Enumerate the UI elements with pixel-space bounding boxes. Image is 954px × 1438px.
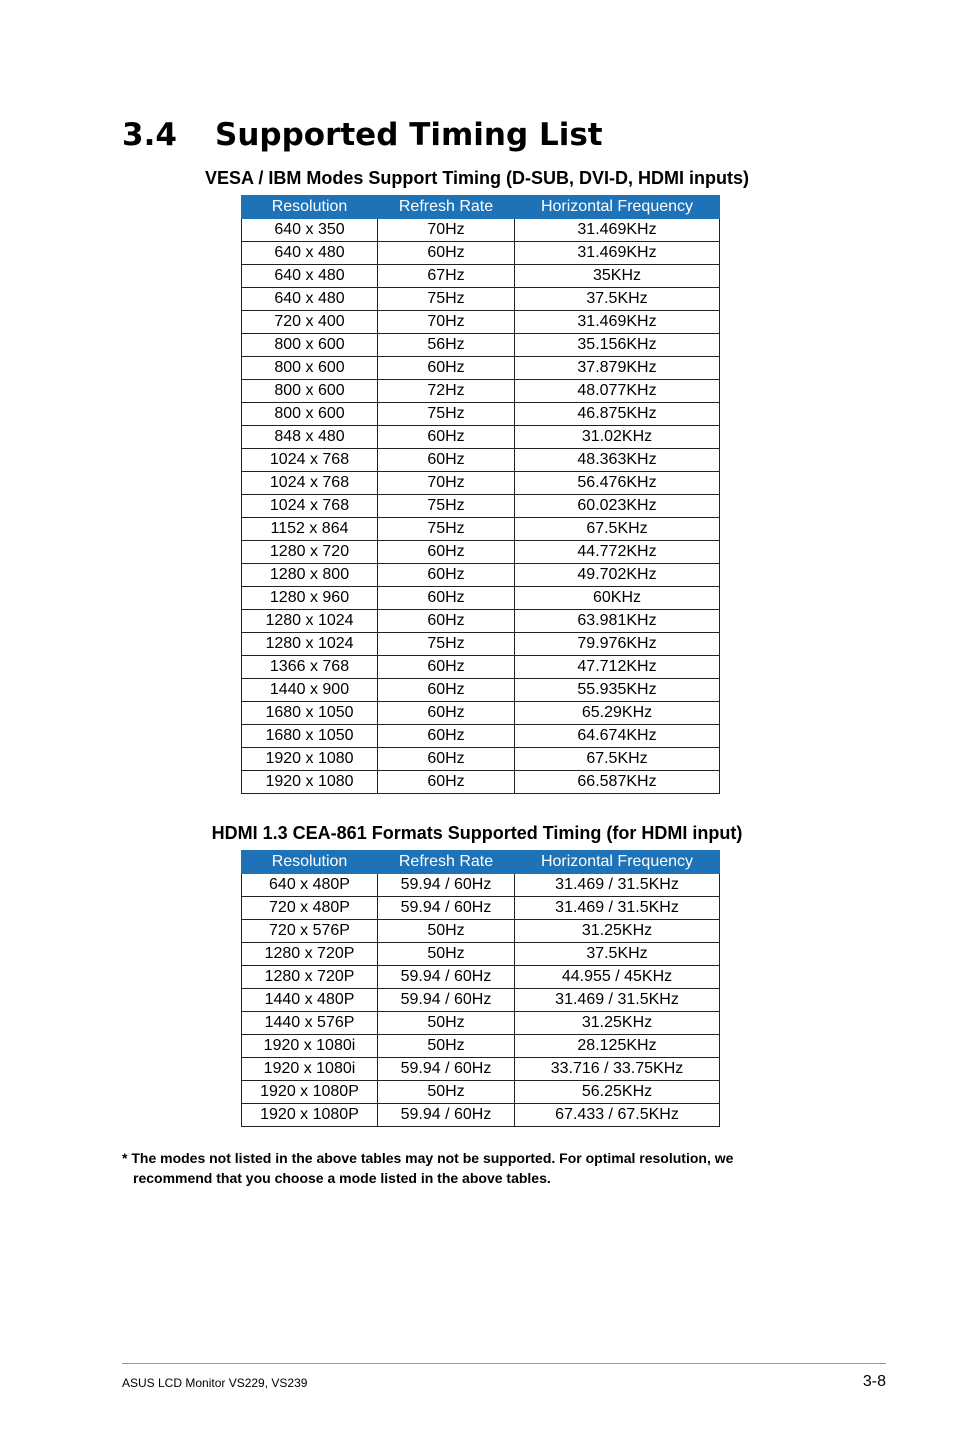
cell-resolution: 1024 x 768 — [242, 472, 378, 495]
cell-resolution: 800 x 600 — [242, 334, 378, 357]
cell-refresh-rate: 60Hz — [378, 426, 515, 449]
footnote — [122, 1148, 822, 1188]
column-header-horizontal-frequency: Horizontal Frequency — [515, 196, 720, 219]
cell-horizontal-frequency: 67.5KHz — [515, 518, 720, 541]
column-header-refresh-rate: Refresh Rate — [378, 851, 515, 874]
cell-horizontal-frequency: 63.981KHz — [515, 610, 720, 633]
cell-horizontal-frequency: 47.712KHz — [515, 656, 720, 679]
cell-resolution: 800 x 600 — [242, 380, 378, 403]
cell-resolution: 1024 x 768 — [242, 449, 378, 472]
table-row — [242, 449, 720, 472]
cell-horizontal-frequency: 55.935KHz — [515, 679, 720, 702]
section-title — [122, 112, 603, 158]
cell-resolution: 1280 x 800 — [242, 564, 378, 587]
cell-refresh-rate: 50Hz — [378, 943, 515, 966]
cell-resolution: 1440 x 576P — [242, 1012, 378, 1035]
cell-resolution: 1280 x 1024 — [242, 610, 378, 633]
cell-resolution: 640 x 480 — [242, 242, 378, 265]
cell-refresh-rate: 70Hz — [378, 219, 515, 242]
cell-horizontal-frequency: 64.674KHz — [515, 725, 720, 748]
cell-resolution: 1280 x 960 — [242, 587, 378, 610]
cell-resolution: 1440 x 480P — [242, 989, 378, 1012]
table-row — [242, 426, 720, 449]
cell-refresh-rate: 60Hz — [378, 564, 515, 587]
cell-horizontal-frequency: 56.25KHz — [515, 1081, 720, 1104]
cell-resolution: 1152 x 864 — [242, 518, 378, 541]
cell-refresh-rate: 50Hz — [378, 1035, 515, 1058]
table-row — [242, 265, 720, 288]
table-row — [242, 771, 720, 794]
cell-horizontal-frequency: 48.077KHz — [515, 380, 720, 403]
table-row — [242, 334, 720, 357]
cell-refresh-rate: 60Hz — [378, 771, 515, 794]
table-row — [242, 380, 720, 403]
cell-horizontal-frequency: 31.469 / 31.5KHz — [515, 874, 720, 897]
cell-refresh-rate: 59.94 / 60Hz — [378, 966, 515, 989]
cell-resolution: 1680 x 1050 — [242, 725, 378, 748]
cell-horizontal-frequency: 44.955 / 45KHz — [515, 966, 720, 989]
cell-refresh-rate: 56Hz — [378, 334, 515, 357]
table-row — [242, 679, 720, 702]
cell-horizontal-frequency: 56.476KHz — [515, 472, 720, 495]
cell-refresh-rate: 60Hz — [378, 587, 515, 610]
cell-refresh-rate: 60Hz — [378, 702, 515, 725]
cell-resolution: 640 x 480 — [242, 288, 378, 311]
footer-product-name: ASUS LCD Monitor VS229, VS239 — [122, 1376, 308, 1390]
table-row — [242, 472, 720, 495]
cell-resolution: 640 x 480P — [242, 874, 378, 897]
table-row — [242, 242, 720, 265]
table-row — [242, 219, 720, 242]
table-row — [242, 357, 720, 380]
cell-refresh-rate: 59.94 / 60Hz — [378, 1058, 515, 1081]
cell-horizontal-frequency: 35.156KHz — [515, 334, 720, 357]
cell-refresh-rate: 60Hz — [378, 357, 515, 380]
column-header-resolution: Resolution — [242, 851, 378, 874]
table-row — [242, 1058, 720, 1081]
cell-refresh-rate: 75Hz — [378, 518, 515, 541]
table-row — [242, 587, 720, 610]
table-row — [242, 610, 720, 633]
column-header-refresh-rate: Refresh Rate — [378, 196, 515, 219]
table-row — [242, 311, 720, 334]
cell-refresh-rate: 50Hz — [378, 1081, 515, 1104]
table-row — [242, 1012, 720, 1035]
table-header-row — [242, 196, 720, 219]
cell-resolution: 720 x 576P — [242, 920, 378, 943]
footnote-line-1: * The modes not listed in the above tables may not be supported. For optimal resolution, we — [122, 1150, 734, 1166]
hdmi-heading: HDMI 1.3 CEA-861 Formats Supported Timing (for HDMI input) — [211, 823, 743, 843]
table-row — [242, 633, 720, 656]
vesa-heading: VESA / IBM Modes Support Timing (D-SUB, DVI-D, HDMI inputs) — [205, 168, 749, 188]
table-row — [242, 1035, 720, 1058]
cell-refresh-rate: 59.94 / 60Hz — [378, 897, 515, 920]
table-row — [242, 288, 720, 311]
cell-refresh-rate: 59.94 / 60Hz — [378, 1104, 515, 1127]
cell-refresh-rate: 60Hz — [378, 725, 515, 748]
cell-refresh-rate: 60Hz — [378, 242, 515, 265]
cell-horizontal-frequency: 79.976KHz — [515, 633, 720, 656]
cell-horizontal-frequency: 60.023KHz — [515, 495, 720, 518]
cell-resolution: 720 x 480P — [242, 897, 378, 920]
cell-horizontal-frequency: 31.25KHz — [515, 920, 720, 943]
footer-divider — [122, 1363, 886, 1364]
cell-horizontal-frequency: 66.587KHz — [515, 771, 720, 794]
table-row — [242, 495, 720, 518]
table-row — [242, 541, 720, 564]
cell-horizontal-frequency: 37.879KHz — [515, 357, 720, 380]
table-row — [242, 989, 720, 1012]
page-number: 3-8 — [862, 1373, 886, 1390]
table-row — [242, 725, 720, 748]
table-row — [242, 403, 720, 426]
cell-resolution: 1280 x 720P — [242, 966, 378, 989]
footnote-line-2: recommend that you choose a mode listed in the above tables. — [133, 1170, 551, 1186]
table-row — [242, 897, 720, 920]
cell-resolution: 800 x 600 — [242, 357, 378, 380]
cell-refresh-rate: 60Hz — [378, 679, 515, 702]
cell-horizontal-frequency: 65.29KHz — [515, 702, 720, 725]
table-row — [242, 656, 720, 679]
table-row — [242, 748, 720, 771]
cell-horizontal-frequency: 37.5KHz — [515, 288, 720, 311]
column-header-resolution: Resolution — [242, 196, 378, 219]
cell-horizontal-frequency: 31.469KHz — [515, 311, 720, 334]
table-row — [242, 966, 720, 989]
cell-refresh-rate: 75Hz — [378, 288, 515, 311]
table-row — [242, 943, 720, 966]
cell-refresh-rate: 60Hz — [378, 748, 515, 771]
cell-horizontal-frequency: 31.02KHz — [515, 426, 720, 449]
cell-horizontal-frequency: 31.469 / 31.5KHz — [515, 989, 720, 1012]
cell-horizontal-frequency: 67.5KHz — [515, 748, 720, 771]
cell-horizontal-frequency: 31.469 / 31.5KHz — [515, 897, 720, 920]
cell-horizontal-frequency: 60KHz — [515, 587, 720, 610]
cell-resolution: 848 x 480 — [242, 426, 378, 449]
cell-resolution: 1024 x 768 — [242, 495, 378, 518]
cell-refresh-rate: 70Hz — [378, 311, 515, 334]
cell-refresh-rate: 60Hz — [378, 541, 515, 564]
table-row — [242, 874, 720, 897]
cell-refresh-rate: 59.94 / 60Hz — [378, 874, 515, 897]
cell-refresh-rate: 50Hz — [378, 1012, 515, 1035]
cell-resolution: 1920 x 1080P — [242, 1081, 378, 1104]
cell-resolution: 1920 x 1080i — [242, 1035, 378, 1058]
table-row — [242, 518, 720, 541]
cell-resolution: 1920 x 1080 — [242, 771, 378, 794]
cell-horizontal-frequency: 44.772KHz — [515, 541, 720, 564]
cell-refresh-rate: 70Hz — [378, 472, 515, 495]
table-row — [242, 564, 720, 587]
table-row — [242, 702, 720, 725]
cell-horizontal-frequency: 31.469KHz — [515, 242, 720, 265]
vesa-timing-table — [241, 195, 720, 794]
section-title-text: Supported Timing List — [215, 117, 603, 153]
cell-resolution: 1680 x 1050 — [242, 702, 378, 725]
cell-horizontal-frequency: 67.433 / 67.5KHz — [515, 1104, 720, 1127]
table-row — [242, 1081, 720, 1104]
cell-resolution: 1920 x 1080i — [242, 1058, 378, 1081]
table-row — [242, 1104, 720, 1127]
cell-refresh-rate: 75Hz — [378, 403, 515, 426]
cell-refresh-rate: 60Hz — [378, 656, 515, 679]
cell-horizontal-frequency: 31.469KHz — [515, 219, 720, 242]
cell-resolution: 1920 x 1080 — [242, 748, 378, 771]
cell-horizontal-frequency: 31.25KHz — [515, 1012, 720, 1035]
cell-refresh-rate: 60Hz — [378, 449, 515, 472]
cell-resolution: 720 x 400 — [242, 311, 378, 334]
cell-horizontal-frequency: 35KHz — [515, 265, 720, 288]
cell-refresh-rate: 50Hz — [378, 920, 515, 943]
cell-refresh-rate: 75Hz — [378, 495, 515, 518]
hdmi-timing-table — [241, 850, 720, 1127]
cell-horizontal-frequency: 28.125KHz — [515, 1035, 720, 1058]
cell-horizontal-frequency: 46.875KHz — [515, 403, 720, 426]
cell-resolution: 1280 x 720P — [242, 943, 378, 966]
cell-horizontal-frequency: 48.363KHz — [515, 449, 720, 472]
table-row — [242, 920, 720, 943]
cell-resolution: 1920 x 1080P — [242, 1104, 378, 1127]
cell-horizontal-frequency: 37.5KHz — [515, 943, 720, 966]
cell-refresh-rate: 67Hz — [378, 265, 515, 288]
cell-resolution: 1366 x 768 — [242, 656, 378, 679]
table-header-row — [242, 851, 720, 874]
cell-refresh-rate: 75Hz — [378, 633, 515, 656]
cell-resolution: 1440 x 900 — [242, 679, 378, 702]
cell-resolution: 640 x 350 — [242, 219, 378, 242]
cell-resolution: 1280 x 1024 — [242, 633, 378, 656]
cell-refresh-rate: 59.94 / 60Hz — [378, 989, 515, 1012]
section-number: 3.4 — [122, 117, 177, 153]
cell-refresh-rate: 72Hz — [378, 380, 515, 403]
cell-resolution: 640 x 480 — [242, 265, 378, 288]
cell-refresh-rate: 60Hz — [378, 610, 515, 633]
cell-horizontal-frequency: 49.702KHz — [515, 564, 720, 587]
column-header-horizontal-frequency: Horizontal Frequency — [515, 851, 720, 874]
cell-resolution: 800 x 600 — [242, 403, 378, 426]
cell-horizontal-frequency: 33.716 / 33.75KHz — [515, 1058, 720, 1081]
cell-resolution: 1280 x 720 — [242, 541, 378, 564]
